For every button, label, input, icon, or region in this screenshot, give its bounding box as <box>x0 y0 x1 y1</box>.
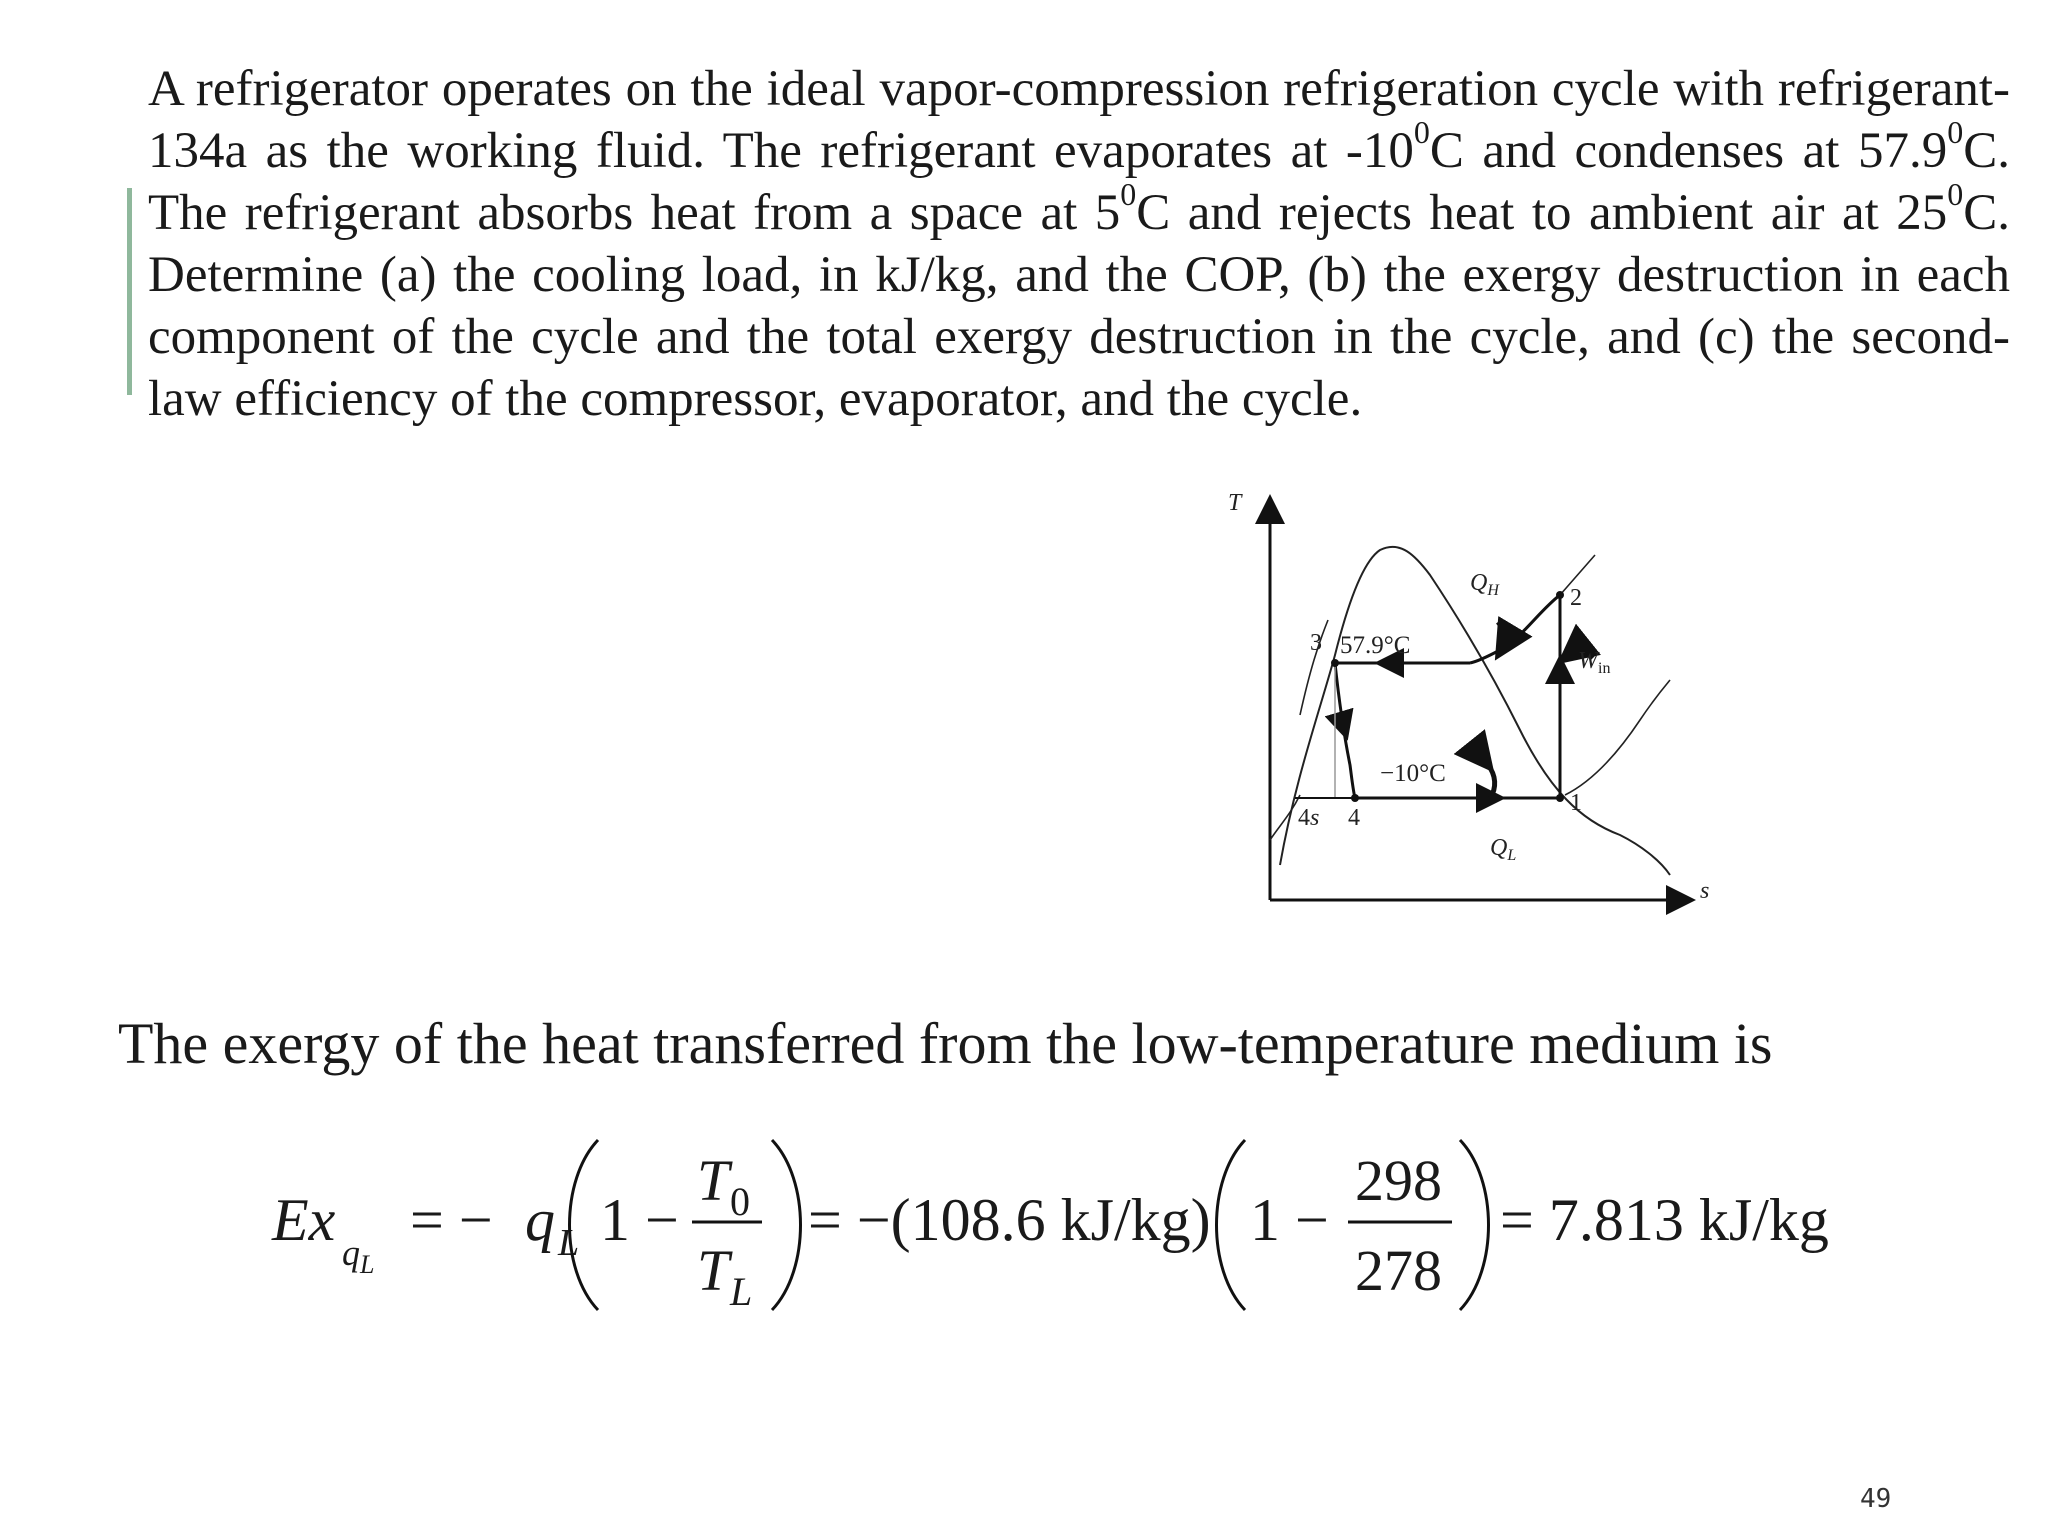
problem-text-2: C and condenses at 57.9 <box>1429 123 1948 179</box>
label-win: $W_{in}$ <box>1578 648 1611 677</box>
axis-s-label: s <box>1700 878 1710 904</box>
eq-one-minus-2: 1 − <box>1250 1187 1329 1253</box>
eq-tl-sub: L <box>730 1269 753 1314</box>
superscript: 0 <box>1947 114 1964 150</box>
label-state-4s: 4s <box>1298 805 1320 831</box>
label-state-4: 4 <box>1348 805 1360 831</box>
eq-t0: T <box>697 1148 730 1213</box>
eq-q-sub: L <box>558 1222 580 1264</box>
axis-t-label: T <box>1228 490 1242 516</box>
label-qh: $Q_H$ <box>1470 570 1499 599</box>
eq-denominator: 278 <box>1355 1238 1442 1303</box>
label-ql: $Q_L$ <box>1490 835 1517 864</box>
page-number: 49 <box>1860 1484 1892 1514</box>
problem-text-4: C and rejects heat to ambient air at 25 <box>1136 185 1948 241</box>
label-state-2: 2 <box>1570 585 1582 611</box>
label-state-3: 3 <box>1310 630 1322 656</box>
state-point-1 <box>1556 794 1564 802</box>
problem-statement <box>148 58 2010 430</box>
eq-t0-sub: 0 <box>730 1179 750 1224</box>
label-temp-high: 57.9°C <box>1340 632 1411 659</box>
eq-ex-sub: $q_L$ <box>342 1233 375 1279</box>
process-2-condense <box>1470 595 1560 663</box>
accent-bar <box>127 188 132 395</box>
paren-right-1 <box>772 1140 801 1310</box>
problem-text-3: C. The refrigerant absorbs heat from a space at 5 <box>148 123 2010 241</box>
eq-q: q <box>525 1187 555 1253</box>
state-point-4 <box>1351 794 1359 802</box>
state-point-3 <box>1331 659 1339 667</box>
ql-arrow-icon <box>1488 765 1495 798</box>
label-state-1: 1 <box>1570 790 1582 816</box>
eq-one-minus-1: 1 − <box>600 1187 679 1253</box>
paren-right-2 <box>1460 1140 1489 1310</box>
problem-text-5: C. Determine (a) the cooling load, in kJ/kg, and the COP, (b) the exergy destruction in each component of the cycle and the total exergy destruction in the cycle, and (c) the second-law efficiency of the compressor, evaporator, and the cycle. <box>148 185 2010 427</box>
axes <box>1270 500 1690 900</box>
problem-text-1: A refrigerator operates on the ideal vapor-compression refrigeration cycle with refrigerant-134a as the working fluid. The refrigerant evaporates at -10 <box>148 61 2010 179</box>
qh-arrow-icon <box>1498 622 1504 652</box>
superscript: 0 <box>1413 114 1430 150</box>
eq-result: = 7.813 kJ/kg <box>1500 1187 1829 1253</box>
saturation-dome <box>1280 547 1670 875</box>
ts-diagram <box>1200 480 1720 920</box>
label-temp-low: −10°C <box>1380 760 1446 787</box>
exergy-statement: The exergy of the heat transferred from the low-temperature medium is <box>118 1011 1773 1076</box>
superscript: 0 <box>1120 176 1137 212</box>
superscript: 0 <box>1947 176 1964 212</box>
isobar-low <box>1270 680 1670 840</box>
paren-left-2 <box>1217 1140 1246 1310</box>
eq-equals-neg: = − <box>410 1187 493 1253</box>
eq-tl: T <box>697 1238 730 1303</box>
exergy-equation <box>260 1110 1960 1340</box>
state-point-2 <box>1556 591 1564 599</box>
eq-ex: Ex <box>272 1187 336 1253</box>
eq-numerator: 298 <box>1355 1148 1442 1213</box>
eq-value: = −(108.6 kJ/kg) <box>808 1187 1211 1253</box>
